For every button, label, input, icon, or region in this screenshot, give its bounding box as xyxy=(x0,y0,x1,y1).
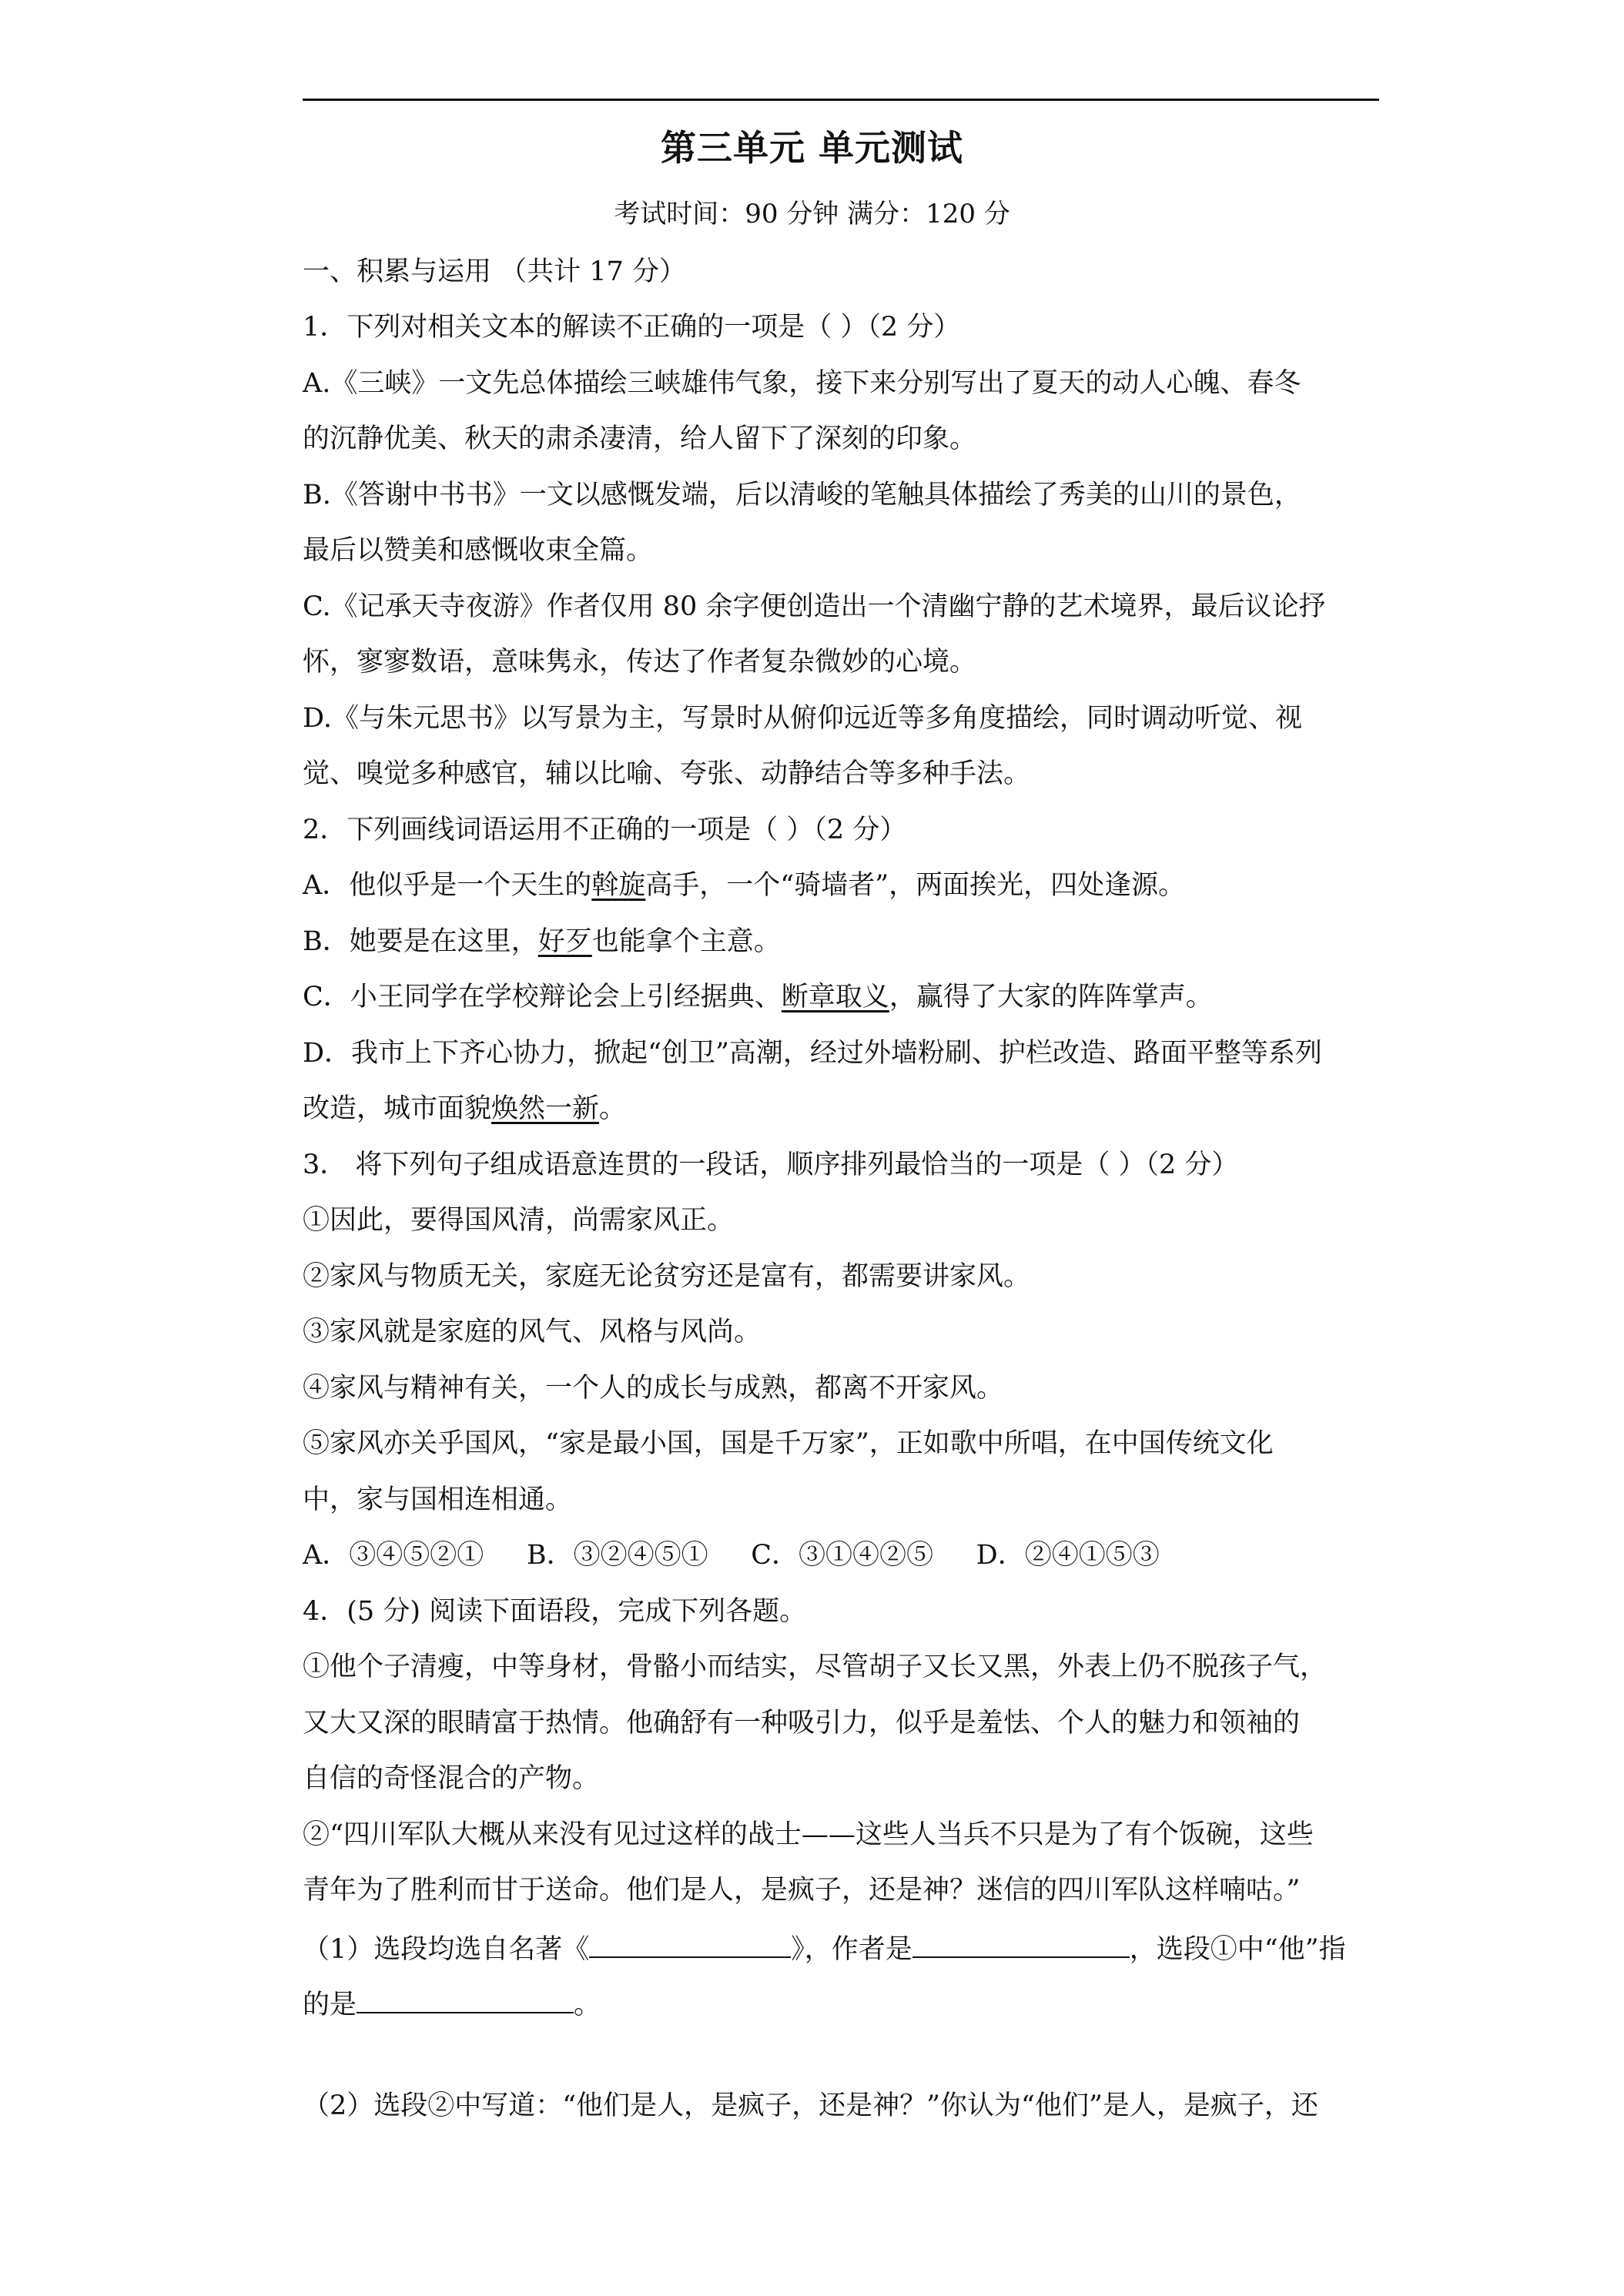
q4-sub1-line2: 的是 。 xyxy=(303,1984,601,2023)
page-title: 第三单元 单元测试 xyxy=(660,127,963,169)
q3-sentence-3: ③家风就是家庭的风气、风格与风尚。 xyxy=(303,1317,762,1347)
underlined-term: 断章取义 xyxy=(781,982,889,1012)
answer-blank-book[interactable] xyxy=(589,1929,791,1958)
q2-option-a: A．他似乎是一个天生的斡旋高手，一个“骑墙者”，两面挨光，四处逢源。 xyxy=(303,870,1186,901)
q2-option-c: C．小王同学在学校辩论会上引经据典、断章取义，赢得了大家的阵阵掌声。 xyxy=(303,982,1213,1012)
q1-option-d-line1: D.《与朱元思书》以写景为主，写景时从俯仰远近等多角度描绘，同时调动听觉、视 xyxy=(303,703,1302,734)
q1-option-a-line2: 的沉静优美、秋天的肃杀凄清，给人留下了深刻的印象。 xyxy=(303,423,977,454)
q1-option-d-line2: 觉、嗅觉多种感官，辅以比喻、夸张、动静结合等多种手法。 xyxy=(303,758,1031,789)
q4-passage1-line3: 自信的奇怪混合的产物。 xyxy=(303,1763,600,1794)
q3-options: A．③④⑤②① B．③②④⑤① C．③①④②⑤ D．②④①⑤③ xyxy=(303,1540,1160,1571)
q4-sub1-line1: （1）选段均选自名著《 》，作者是 ，选段①中“他”指 xyxy=(303,1929,1346,1967)
q2-option-d-line2: 改造，城市面貌焕然一新。 xyxy=(303,1093,627,1124)
section-heading: 一、积累与运用 （共计 17 分） xyxy=(303,256,686,287)
q4-passage1-line1: ①他个子清瘦，中等身材，骨骼小而结实，尽管胡子又长又黑，外表上仍不脱孩子气， xyxy=(303,1652,1328,1682)
q4-sub2: （2）选段②中写道：“他们是人，是疯子，还是神？”你认为“他们”是人，是疯子，还 xyxy=(303,2090,1318,2121)
q4-stem: 4．(5 分) 阅读下面语段，完成下列各题。 xyxy=(303,1596,807,1627)
q2-stem: 2．下列画线词语运用不正确的一项是（ ）（2 分） xyxy=(303,815,907,845)
q3-stem: 3． 将下列句子组成语意连贯的一段话，顺序排列最恰当的一项是（ ）（2 分） xyxy=(303,1150,1239,1180)
underlined-term: 斡旋 xyxy=(591,870,646,901)
q1-option-c-line2: 怀，寥寥数语，意味隽永，传达了作者复杂微妙的心境。 xyxy=(303,647,977,678)
exam-info: 考试时间：90 分钟 满分：120 分 xyxy=(614,199,1010,229)
q1-option-a-line1: A.《三峡》一文先总体描绘三峡雄伟气象，接下来分别写出了夏天的动人心魄、春冬 xyxy=(303,368,1301,399)
answer-blank-author[interactable] xyxy=(912,1929,1130,1958)
q3-sentence-5-line2: 中，家与国相连相通。 xyxy=(303,1484,573,1515)
q1-stem: 1．下列对相关文本的解读不正确的一项是（ ）（2 分） xyxy=(303,312,961,343)
q2-option-d-line1: D．我市上下齐心协力，掀起“创卫”高潮，经过外墙粉刷、护栏改造、路面平整等系列 xyxy=(303,1038,1322,1069)
q1-option-c-line1: C.《记承天寺夜游》作者仅用 80 余字便创造出一个清幽宁静的艺术境界，最后议论抒 xyxy=(303,591,1326,622)
q3-sentence-5-line1: ⑤家风亦关乎国风，“家是最小国，国是千万家”，正如歌中所唱，在中国传统文化 xyxy=(303,1428,1274,1459)
q4-passage1-line2: 又大又深的眼睛富于热情。他确舒有一种吸引力，似乎是羞怯、个人的魅力和领袖的 xyxy=(303,1708,1301,1739)
underlined-term: 好歹 xyxy=(537,926,592,957)
q3-sentence-2: ②家风与物质无关，家庭无论贫穷还是富有，都需要讲家风。 xyxy=(303,1261,1031,1292)
q1-option-b-line2: 最后以赞美和感慨收束全篇。 xyxy=(303,535,654,566)
q3-sentence-1: ①因此，要得国风清，尚需家风正。 xyxy=(303,1205,735,1236)
underlined-term: 焕然一新 xyxy=(491,1093,600,1124)
q4-passage2-line2: 青年为了胜利而甘于送命。他们是人，是疯子，还是神？迷信的四川军队这样喃咕。” xyxy=(303,1875,1301,1906)
q1-option-b-line1: B.《答谢中书书》一文以感慨发端，后以清峻的笔触具体描绘了秀美的山川的景色， xyxy=(303,480,1301,510)
top-rule xyxy=(303,99,1379,101)
answer-blank-person[interactable] xyxy=(357,1984,574,2013)
q4-passage2-line1: ②“四川军队大概从来没有见过这样的战士——这些人当兵不只是为了有个饭碗，这些 xyxy=(303,1819,1314,1850)
q3-sentence-4: ④家风与精神有关，一个人的成长与成熟，都离不开家风。 xyxy=(303,1373,1004,1404)
q2-option-b: B．她要是在这里，好歹也能拿个主意。 xyxy=(303,926,781,957)
